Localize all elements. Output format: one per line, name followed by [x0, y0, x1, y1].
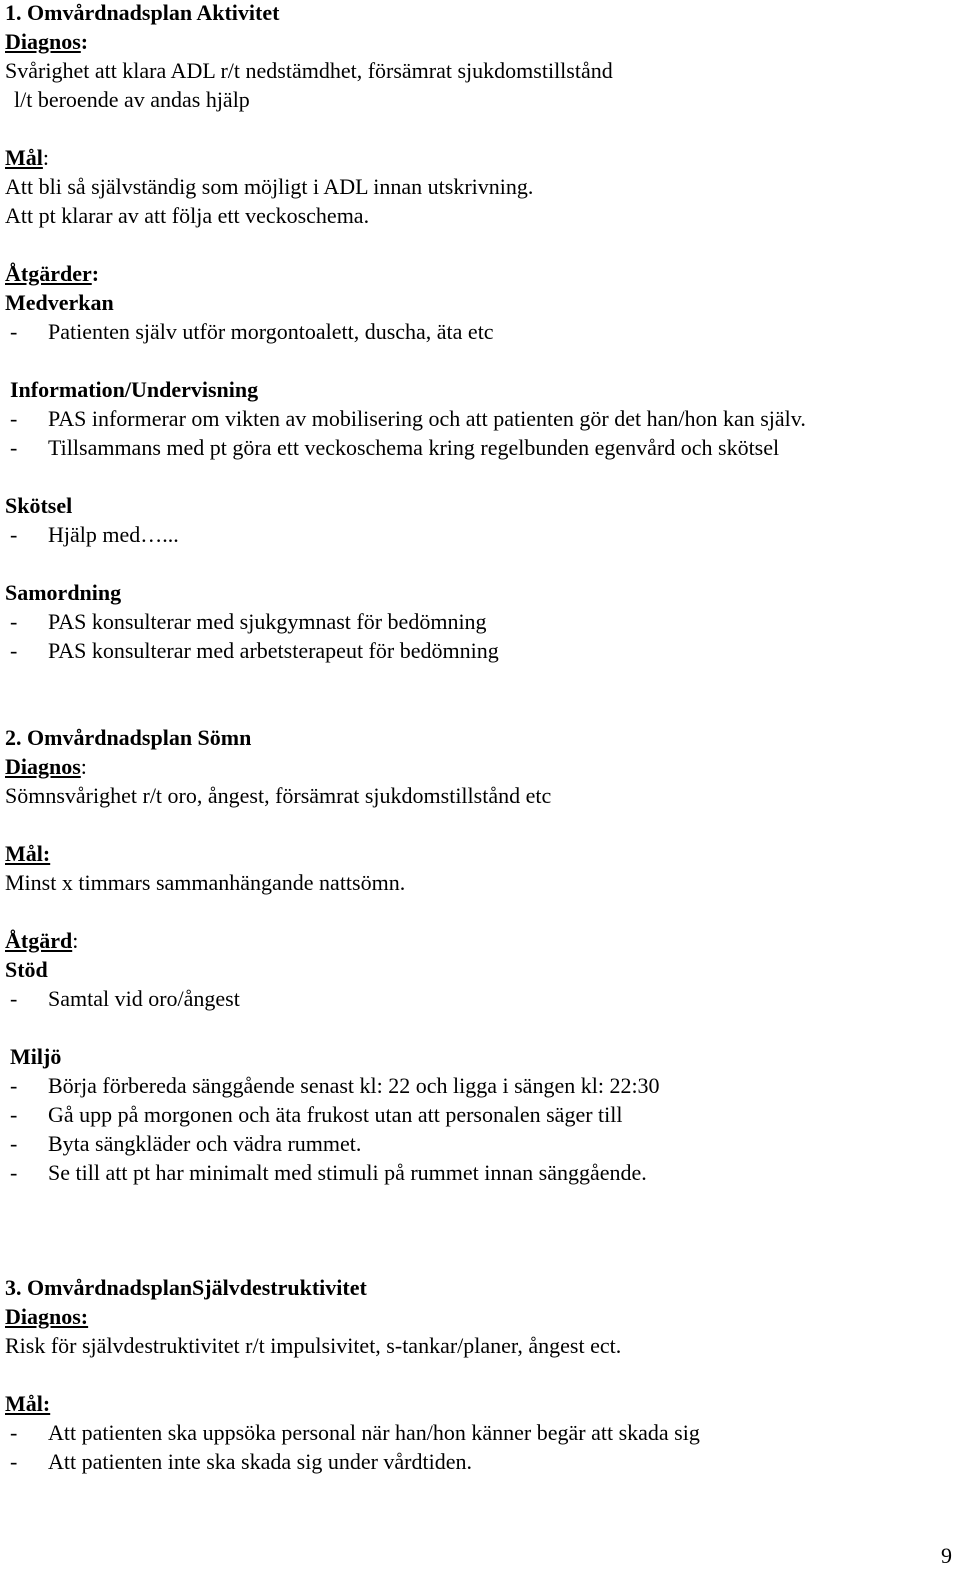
diagnos-text: Sömnsvårighet r/t oro, ångest, försämrat sjukdomstillstånd etc — [5, 783, 552, 808]
atgarder-label: Åtgärder: — [5, 261, 100, 286]
bullet-dash: - — [10, 1073, 18, 1098]
subheading-information: Information/Undervisning — [10, 377, 259, 402]
section-2-title: 2. Omvårdnadsplan Sömn — [5, 725, 252, 750]
diagnos-text: Svårighet att klara ADL r/t nedstämdhet, försämrat sjukdomstillstånd — [5, 58, 613, 83]
mal-text: Minst x timmars sammanhängande nattsömn. — [5, 870, 406, 895]
diagnos-label: Diagnos: — [5, 1304, 89, 1329]
list-item: Byta sängkläder och vädra rummet. — [48, 1131, 362, 1156]
bullet-dash: - — [10, 1449, 18, 1474]
section-1-title: 1. Omvårdnadsplan Aktivitet — [5, 0, 280, 25]
mal-text: Att pt klarar av att följa ett veckoschema. — [5, 203, 370, 228]
bullet-dash: - — [10, 522, 18, 547]
page-number: 9 — [941, 1543, 952, 1568]
bullet-dash: - — [10, 638, 18, 663]
bullet-dash: - — [10, 609, 18, 634]
bullet-dash: - — [10, 1160, 18, 1185]
list-item: Att patienten ska uppsöka personal när han/hon känner begär att skada sig — [48, 1420, 700, 1445]
mal-text: Att bli så självständig som möjligt i ADL innan utskrivning. — [5, 174, 534, 199]
bullet-dash: - — [10, 319, 18, 344]
list-item: PAS konsulterar med sjukgymnast för bedömning — [48, 609, 487, 634]
diagnos-text: l/t beroende av andas hjälp — [14, 87, 250, 112]
subheading-medverkan: Medverkan — [5, 290, 114, 315]
mal-label: Mål: — [5, 841, 51, 866]
diagnos-label: Diagnos: — [5, 29, 89, 54]
mal-label: Mål: — [5, 1391, 51, 1416]
list-item: Samtal vid oro/ångest — [48, 986, 240, 1011]
list-item: Att patienten inte ska skada sig under vårdtiden. — [48, 1449, 472, 1474]
diagnos-text: Risk för självdestruktivitet r/t impulsivitet, s-tankar/planer, ångest ect. — [5, 1333, 622, 1358]
bullet-dash: - — [10, 435, 18, 460]
bullet-dash: - — [10, 1131, 18, 1156]
bullet-dash: - — [10, 1420, 18, 1445]
list-item: Patienten själv utför morgontoalett, duscha, äta etc — [48, 319, 494, 344]
list-item: PAS informerar om vikten av mobilisering och att patienten gör det han/hon kan själv. — [48, 406, 806, 431]
list-item: Börja förbereda sänggående senast kl: 22 och ligga i sängen kl: 22:30 — [48, 1073, 660, 1098]
atgard-label: Åtgärd: — [5, 928, 79, 953]
subheading-samordning: Samordning — [5, 580, 122, 605]
subheading-skotsel: Skötsel — [5, 493, 73, 518]
bullet-dash: - — [10, 986, 18, 1011]
bullet-dash: - — [10, 406, 18, 431]
bullet-dash: - — [10, 1102, 18, 1127]
mal-label: Mål: — [5, 145, 50, 170]
list-item: Tillsammans med pt göra ett veckoschema kring regelbunden egenvård och skötsel — [48, 435, 780, 460]
list-item: PAS konsulterar med arbetsterapeut för bedömning — [48, 638, 499, 663]
section-3-title: 3. OmvårdnadsplanSjälvdestruktivitet — [5, 1275, 367, 1300]
subheading-miljo: Miljö — [10, 1044, 62, 1069]
diagnos-label: Diagnos: — [5, 754, 87, 779]
list-item: Hjälp med…... — [48, 522, 179, 547]
subheading-stod: Stöd — [5, 957, 48, 982]
list-item: Gå upp på morgonen och äta frukost utan att personalen säger till — [48, 1102, 623, 1127]
list-item: Se till att pt har minimalt med stimuli på rummet innan sänggående. — [48, 1160, 647, 1185]
